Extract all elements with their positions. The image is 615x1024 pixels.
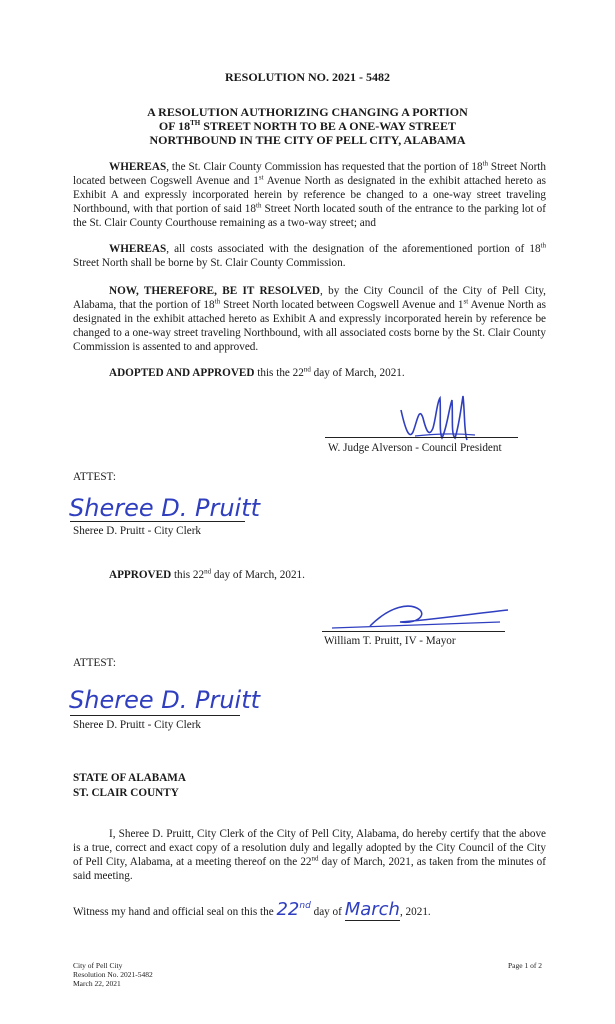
mayor-name: William T. Pruitt, IV - Mayor <box>324 635 456 647</box>
witness-statement: Witness my hand and official seal on this the 22nd day of March, 2021. <box>73 899 431 920</box>
heading-line-2: OF 18TH STREET NORTH TO BE A ONE-WAY STREET <box>158 119 457 133</box>
whereas-paragraph-2: WHEREAS, all costs associated with the designation of the aforementioned portion of 18th Street North shall be borne by St. Clair County Commission. <box>73 241 546 269</box>
president-name: W. Judge Alverson - Council President <box>328 442 502 454</box>
resolution-number: RESOLUTION NO. 2021 - 5482 <box>224 70 391 84</box>
adopted-statement: ADOPTED AND APPROVED this the 22nd day of March, 2021. <box>109 365 405 379</box>
whereas-paragraph-1: WHEREAS, the St. Clair County Commission has requested that the portion of 18th Street North located between Cogswell Avenue and 1st Avenue North as designated in the exhibit attached hereto as Exhibit A and expressly incorporated herein by reference be changed to a one-way street traveling Northbound, with that portion of said 18th Street North located south of the entrance to the parking lot of the St. Clair County Courthouse remaining as a two-way street; and <box>73 159 546 229</box>
mayor-signature-line <box>322 631 505 632</box>
state-label: STATE OF ALABAMA <box>73 772 186 784</box>
handwritten-month: March <box>344 899 400 920</box>
president-signature <box>395 388 485 448</box>
clerk-name-2: Sheree D. Pruitt - City Clerk <box>73 719 202 731</box>
clerk-name-1: Sheree D. Pruitt - City Clerk <box>73 525 202 537</box>
clerk-signature-line-2 <box>70 715 240 716</box>
mayor-signature <box>330 596 510 636</box>
attest-label-2: ATTEST: <box>73 657 116 669</box>
footer-left: City of Pell City Resolution No. 2021-5482 March 22, 2021 <box>73 961 153 988</box>
certification-paragraph: I, Sheree D. Pruitt, City Clerk of the City of Pell City, Alabama, do hereby certify that the above is a true, correct and exact copy of a resolution duly and legally adopted by the City Council of the City of Pell City, Alabama, at a meeting thereof on the 22nd day of March, 2021, as taken from the minutes of said meeting. <box>73 828 546 882</box>
page-number: Page 1 of 2 <box>508 961 542 970</box>
clerk-signature-2: Sheree D. Pruitt <box>69 686 261 714</box>
heading-line-1: A RESOLUTION AUTHORIZING CHANGING A PORTION <box>147 105 468 119</box>
clerk-signature-line-1 <box>70 521 245 522</box>
approved-statement: APPROVED this 22nd day of March, 2021. <box>109 567 305 581</box>
heading-line-3: NORTHBOUND IN THE CITY OF PELL CITY, ALABAMA <box>149 133 466 147</box>
handwritten-day: 22nd <box>276 899 311 920</box>
county-label: ST. CLAIR COUNTY <box>73 787 179 799</box>
resolved-paragraph: NOW, THEREFORE, BE IT RESOLVED, by the City Council of the City of Pell City, Alabama, that the portion of 18th Street North located between Cogswell Avenue and 1st Avenue North as designated in the exhibit attached hereto as Exhibit A and expressly incorporated herein by reference be changed to a one-way street traveling Northbound, with all associated costs borne by the St. Clair County Commission is assented to and approved. <box>73 285 547 353</box>
attest-label-1: ATTEST: <box>73 471 116 483</box>
clerk-signature-1: Sheree D. Pruitt <box>69 494 261 522</box>
president-signature-line <box>325 437 518 438</box>
